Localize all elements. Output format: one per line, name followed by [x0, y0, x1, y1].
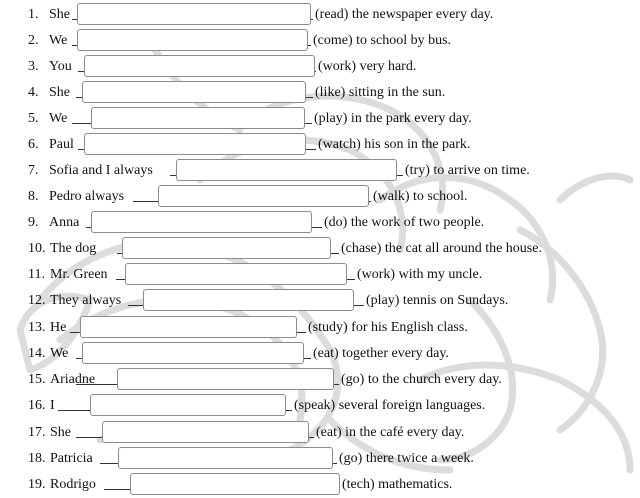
item-subject: Rodrigo — [50, 477, 96, 492]
item-number: 18. — [28, 451, 46, 466]
answer-input[interactable] — [91, 211, 312, 233]
exercise-item — [0, 54, 640, 80]
answer-input[interactable] — [158, 185, 369, 207]
item-prompt-text: (speak) several foreign languages. — [294, 398, 486, 413]
item-number: 15. — [28, 372, 46, 387]
answer-input[interactable] — [77, 3, 311, 25]
exercise-item — [0, 315, 640, 341]
item-subject: Mr. Green — [50, 267, 108, 282]
item-subject: She — [50, 425, 71, 440]
item-number: 14. — [28, 346, 46, 361]
item-number: 13. — [28, 320, 46, 335]
item-prompt-text: (read) the newspaper every day. — [315, 7, 494, 22]
item-subject: The dog — [50, 241, 97, 256]
item-number: 9. — [28, 215, 39, 230]
item-subject: Patricia — [50, 451, 93, 466]
item-number: 2. — [28, 33, 39, 48]
item-subject: Sofia and I always — [49, 163, 153, 178]
item-prompt-text: (eat) in the café every day. — [316, 425, 465, 440]
exercise-item — [0, 262, 640, 288]
item-prompt-text: (tech) mathematics. — [342, 477, 453, 492]
answer-input[interactable] — [117, 368, 334, 390]
exercise-item — [0, 210, 640, 236]
item-prompt-text: (chase) the cat all around the house. — [341, 241, 542, 256]
item-number: 4. — [28, 85, 39, 100]
answer-input[interactable] — [91, 107, 305, 129]
exercise-item — [0, 367, 640, 393]
item-subject: He — [50, 320, 67, 335]
item-number: 7. — [28, 163, 39, 178]
answer-input[interactable] — [143, 289, 354, 311]
answer-input[interactable] — [90, 394, 286, 416]
exercise-item — [0, 2, 640, 28]
item-subject: We — [50, 346, 69, 361]
item-prompt-text: (play) tennis on Sundays. — [366, 293, 509, 308]
exercise-item — [0, 288, 640, 314]
answer-input[interactable] — [82, 81, 306, 103]
item-prompt-text: (work) with my uncle. — [357, 267, 483, 282]
item-prompt-text: (walk) to school. — [373, 189, 468, 204]
exercise-item — [0, 106, 640, 132]
item-prompt-text: (watch) his son in the park. — [318, 137, 471, 152]
answer-input[interactable] — [125, 263, 347, 285]
exercise-item — [0, 472, 640, 498]
exercise-item — [0, 236, 640, 262]
item-number: 19. — [28, 477, 46, 492]
exercise-item — [0, 158, 640, 184]
item-number: 11. — [28, 267, 45, 282]
item-subject: Ariadne — [50, 372, 96, 387]
exercise-item — [0, 184, 640, 210]
item-number: 3. — [28, 59, 39, 74]
item-prompt-text: (work) very hard. — [318, 59, 417, 74]
item-prompt-text: (go) to the church every day. — [341, 372, 502, 387]
item-subject: She — [49, 7, 70, 22]
item-subject: Pedro always — [49, 189, 125, 204]
answer-input[interactable] — [77, 29, 308, 51]
answer-input[interactable] — [84, 55, 315, 77]
item-number: 1. — [28, 7, 39, 22]
item-subject: Paul — [49, 137, 74, 152]
item-subject: We — [49, 111, 68, 126]
answer-input[interactable] — [102, 421, 309, 443]
exercise-item — [0, 446, 640, 472]
item-number: 8. — [28, 189, 39, 204]
item-subject: She — [49, 85, 70, 100]
item-number: 16. — [28, 398, 46, 413]
exercise-item — [0, 132, 640, 158]
exercise-item — [0, 420, 640, 446]
item-number: 10. — [28, 241, 46, 256]
item-number: 12. — [28, 293, 46, 308]
exercise-item — [0, 80, 640, 106]
item-prompt-text: (play) in the park every day. — [314, 111, 472, 126]
item-prompt-text: (do) the work of two people. — [324, 215, 485, 230]
answer-input[interactable] — [122, 237, 331, 259]
item-subject: They always — [50, 293, 122, 308]
item-prompt-text: (study) for his English class. — [308, 320, 468, 335]
item-number: 17. — [28, 425, 46, 440]
item-prompt-text: (try) to arrive on time. — [405, 163, 530, 178]
answer-input[interactable] — [118, 447, 333, 469]
answer-input[interactable] — [176, 159, 397, 181]
item-prompt-text: (go) there twice a week. — [339, 451, 474, 466]
answer-input[interactable] — [80, 316, 297, 338]
item-subject: Anna — [49, 215, 80, 230]
item-subject: I — [50, 398, 55, 413]
exercise-item — [0, 28, 640, 54]
answer-input[interactable] — [82, 342, 304, 364]
exercise-item — [0, 341, 640, 367]
item-prompt-text: (eat) together every day. — [313, 346, 449, 361]
exercise-item — [0, 393, 640, 419]
answer-input[interactable] — [84, 133, 306, 155]
item-prompt-text: (like) sitting in the sun. — [315, 85, 446, 100]
item-number: 5. — [28, 111, 39, 126]
item-subject: We — [49, 33, 68, 48]
item-number: 6. — [28, 137, 39, 152]
item-prompt-text: (come) to school by bus. — [313, 33, 452, 48]
item-subject: You — [49, 59, 72, 74]
